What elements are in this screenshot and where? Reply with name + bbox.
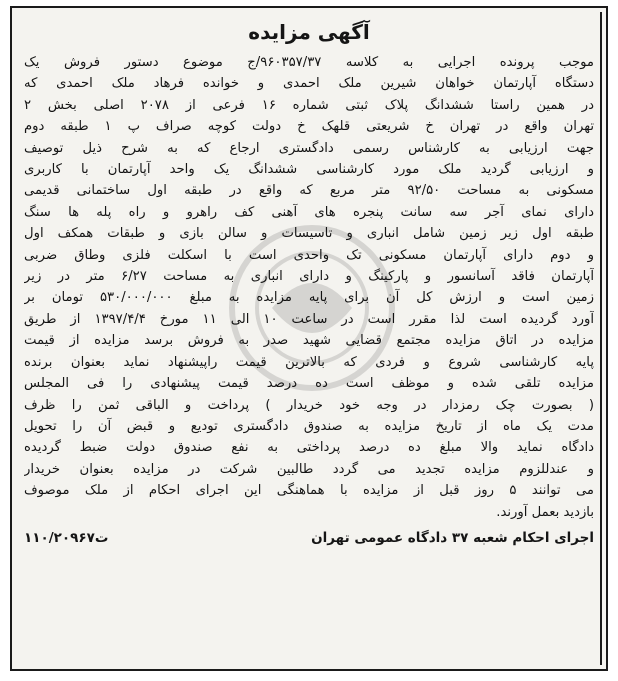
notice-frame bbox=[10, 6, 608, 671]
notice-line: طبقه اول زیر زمین شامل انباری و تاسیسات و سالن بازی و طبقات همکف اول bbox=[24, 226, 594, 242]
notice-line: مزایده تلقی شده و موظف است ده درصد قیمت پیشنهادی را فی المجلس bbox=[24, 376, 594, 392]
notice-body bbox=[24, 52, 594, 523]
notice-line: زمین است و ارزش کل آن برای پایه مزایده به مبلغ ۵۳۰/۰۰۰/۰۰۰ تومان بر bbox=[24, 290, 594, 306]
notice-line: آورد گردیده است لذا مقرر است در ساعت ۱۰ الی ۱۱ مورخ ۱۳۹۷/۴/۴ از طریق bbox=[24, 311, 594, 327]
notice-footer bbox=[24, 527, 594, 549]
notice-line: دارای نمای آجر سه سانت پنجره های آهنی کف راهرو و راه پله ها سنگ bbox=[24, 204, 594, 220]
notice-title: آگهی مزایده bbox=[248, 20, 370, 44]
notice-line: دستگاه آپارتمان خواهان شیرین ملک احمدی و خوانده فرهاد ملک احمدی که bbox=[24, 76, 594, 92]
notice-line: و ارزیابی گردید ملک مورد کارشناسی ششدانگ یک واحد آپارتمان با کاربری bbox=[24, 162, 594, 178]
notice-line: و دوم دارای آپارتمان مسکونی تک واحدی است با اسکلت فلزی وطاق ضربی bbox=[24, 247, 594, 263]
notice-line: ( بصورت چک رمزدار در وجه خود خریدار ) پرداخت و الباقی ثمن را ظرف bbox=[24, 397, 594, 413]
border-rule bbox=[600, 12, 602, 665]
notice-line: مسکونی به مساحت ۹۲/۵۰ متر مربع که واقع در طبقه اول ساختمانی قدیمی bbox=[24, 183, 594, 199]
notice-line: موجب پرونده اجرایی به کلاسه ۹۶۰۳۵۷/۳۷/ج موضوع دستور فروش یک bbox=[24, 55, 594, 70]
notice-code: ۱۱۰/۲۰۹۶۷ت bbox=[24, 529, 109, 546]
notice-line: تهران واقع در تهران خ شریعتی قلهک خ دولت کوچه صراف پ ۱ طبقه دوم bbox=[24, 119, 594, 135]
notice-line: دادگاه نماید والا مبلغ ده درصد پرداختی به نفع صندوق دولت ضبط گردیده bbox=[24, 440, 594, 456]
issuer-signature: اجرای احکام شعبه ۳۷ دادگاه عمومی تهران bbox=[311, 529, 594, 546]
notice-line: در همین راستا ششدانگ پلاک ثبتی شماره ۱۶ فرعی از ۲۰۷۸ اصلی بخش ۲ bbox=[24, 97, 594, 113]
notice-line: جهت ارزیابی به کارشناس رسمی دادگستری ارجاع که به شرح ذیل توصیف bbox=[24, 140, 594, 156]
notice-line: آپارتمان فاقد آسانسور و پارکینگ و دارای انباری به مساحت ۶/۲۷ متر در زیر bbox=[24, 269, 594, 285]
notice-line: مدت یک ماه از تاریخ مزایده به صندوق دادگستری تودیع و قبض آن را تحویل bbox=[24, 418, 594, 434]
notice-line: پایه کارشناسی شروع و فردی که بالاترین قیمت راپیشنهاد نماید بعنوان برنده bbox=[24, 354, 594, 370]
notice-line: و عندللزوم مزایده تجدید می گردد طالبین شرکت در مزایده بعنوان خریدار bbox=[24, 461, 594, 477]
notice-line: مزایده در اتاق مزایده مجتمع قضایی شهید صدر به فروش برسد مزایده از قیمت bbox=[24, 333, 594, 349]
notice-line: می توانند ۵ روز قبل از مزایده با هماهنگی این اجرای احکام از ملک موصوف bbox=[24, 483, 594, 499]
notice-line: بازدید بعمل آورند. bbox=[496, 504, 594, 520]
